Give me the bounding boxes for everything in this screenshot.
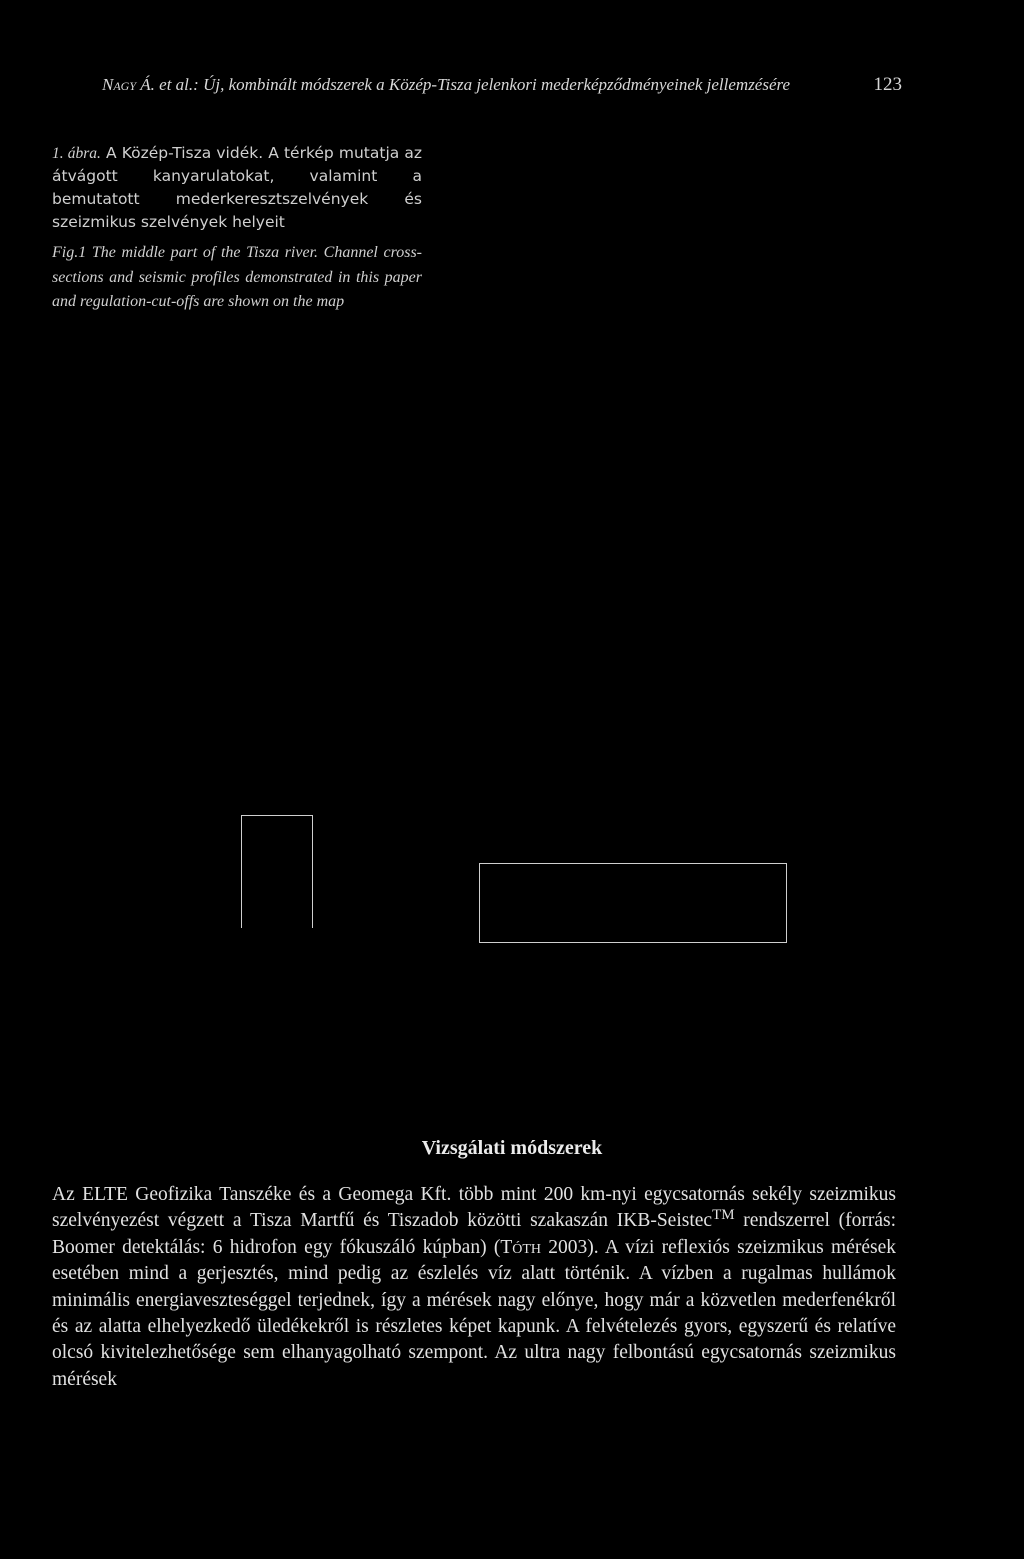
figure-caption-hu-text: A Közép-Tisza vidék. A térkép mutatja az átvágott kanyarulatokat, valamint a bemutatott mederkeresztszelvények és szeizmikus szelvények helyeit [52, 144, 422, 231]
running-header [102, 74, 902, 96]
page-number: 123 [873, 74, 902, 95]
map-frame-right [479, 863, 787, 943]
figure-caption-english: Fig.1 The middle part of the Tisza river. Channel cross-sections and seismic profiles demonstrated in this paper and regulation-cut-offs are shown on the map [52, 244, 422, 310]
header-author: Nagy Á. [102, 75, 155, 94]
figure-caption-hungarian [52, 142, 422, 234]
figure-label: 1. ábra. [52, 145, 101, 162]
trademark-superscript: TM [712, 1207, 735, 1224]
body-paragraph [52, 1182, 896, 1393]
figure-map [0, 360, 1024, 1140]
section-title: Vizsgálati módszerek [421, 1137, 603, 1159]
body-text-part1: Az ELTE Geofizika Tanszéke és a Geomega Kft. több mint 200 km-nyi egycsatornás sekély szeizmikus szelvényezést végzett a Tisza Martfű és Tiszadob közötti szakaszán IKB-Seistec [52, 1184, 896, 1232]
map-frame-left [241, 815, 313, 928]
header-title: Új, kombinált módszerek a Közép-Tisza jelenkori mederképződményeinek jellemzésére [203, 75, 791, 94]
header-etal: et al.: [159, 75, 199, 94]
body-text-part3: 2003). A vízi reflexiós szeizmikus mérések esetében mind a gerjesztés, mind pedig az észlelés víz alatt történik. A vízben a rugalmas hullámok minimális energiaveszteséggel terjednek, így a mérések nagy előnye, hogy már a közvetlen mederfenékről és az alatta elhelyezkedő üledékekről is részletes képet kapunk. A felvételezés gyors, egyszerű és relatíve olcsó kivitelezhetősége sem elhanyagolható szempont. Az ultra nagy felbontású egycsatornás szeizmikus mérések [52, 1236, 897, 1390]
header-title-line [102, 75, 790, 95]
body-text-part2: rendszerrel (forrás: Boomer detektálás: 6 hidrofon egy fókuszáló kúpban) ( [52, 1210, 896, 1258]
citation-author: Tóth [500, 1236, 542, 1258]
